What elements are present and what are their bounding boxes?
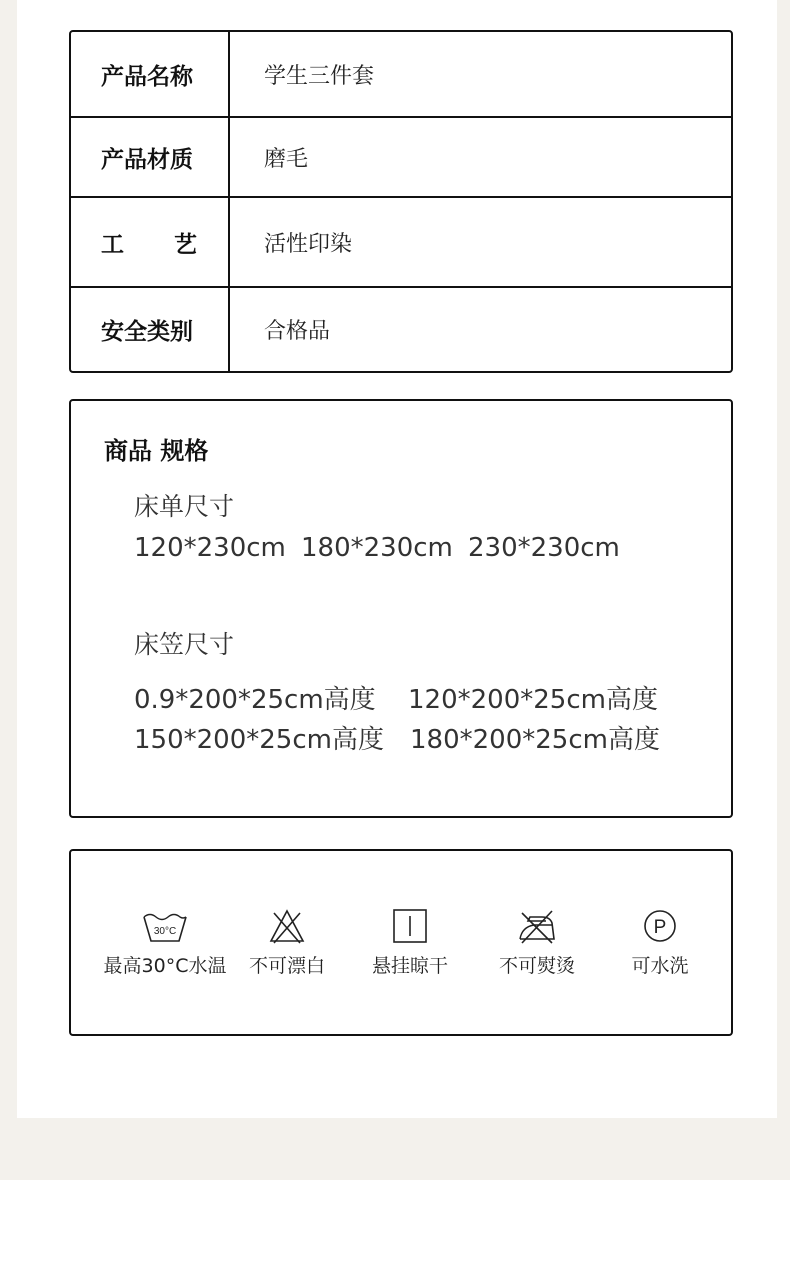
spec-title: 商品 规格	[104, 437, 209, 465]
table-row	[71, 118, 731, 198]
row-value: 学生三件套	[264, 63, 375, 89]
no-bleach-icon	[268, 907, 306, 945]
row-key-char: 工	[101, 231, 124, 258]
row-value: 活性印染	[264, 231, 353, 257]
care-label: 不可漂白	[248, 955, 325, 977]
table-row	[71, 288, 731, 371]
row-value: 合格品	[264, 319, 331, 344]
row-key-char: 艺	[174, 231, 197, 258]
care-item	[222, 907, 352, 978]
wash-temp-text: 30°C	[153, 926, 177, 937]
line-dry-icon	[391, 907, 429, 945]
no-iron-icon	[516, 907, 558, 945]
product-info-table	[69, 30, 733, 373]
wash-30-icon	[141, 907, 189, 945]
row-value: 磨毛	[264, 146, 309, 172]
care-label: 不可熨烫	[498, 955, 575, 977]
row-key: 安全类别	[101, 319, 193, 345]
care-item	[472, 907, 602, 978]
care-label: 可水洗	[631, 955, 689, 977]
row-key: 产品材质	[101, 146, 193, 173]
fitted-size: 120*200*25cm高度	[408, 685, 658, 715]
care-item	[595, 907, 725, 978]
care-label: 悬挂晾干	[371, 955, 448, 977]
sheet-size: 230*230cm	[468, 533, 620, 563]
care-item	[100, 907, 230, 978]
fitted-size-label: 床笠尺寸	[134, 630, 235, 659]
row-key	[101, 198, 197, 286]
sheet-size-label: 床单尺寸	[134, 492, 235, 521]
fitted-size: 0.9*200*25cm高度	[134, 685, 376, 715]
dry-clean-p-icon	[641, 907, 679, 945]
table-row	[71, 32, 731, 118]
row-key: 产品名称	[101, 63, 193, 90]
sheet-size: 180*230cm	[301, 533, 453, 563]
care-instructions-box	[69, 849, 733, 1036]
fitted-size: 150*200*25cm高度	[134, 725, 384, 755]
table-row	[71, 198, 731, 288]
fitted-size: 180*200*25cm高度	[410, 725, 660, 755]
sheet-size: 120*230cm	[134, 533, 286, 563]
dry-clean-letter: P	[653, 917, 667, 938]
spec-box	[69, 399, 733, 818]
care-label: 最高30°C水温	[103, 955, 227, 977]
care-item	[345, 907, 475, 978]
